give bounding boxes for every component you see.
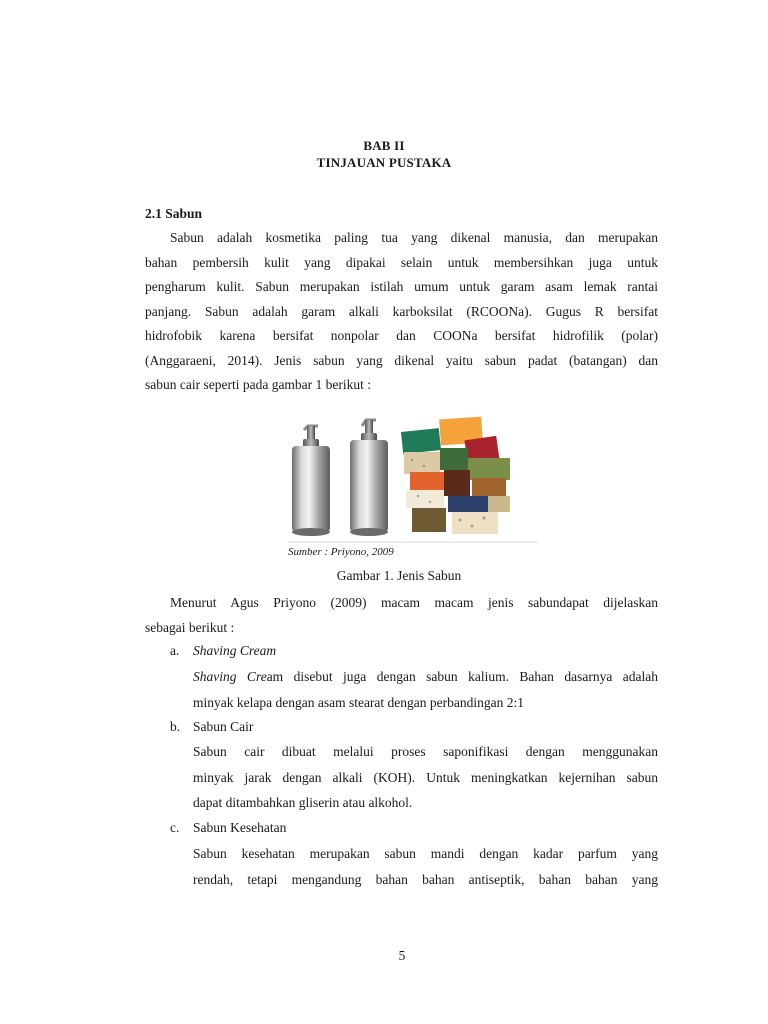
list-title: Sabun Kesehatan (193, 820, 287, 835)
list-marker: b. (170, 719, 181, 734)
figure-source: Sumber : Priyono, 2009 (288, 546, 394, 558)
list-body-line: minyak jarak dengan alkali (KOH). Untuk meningkatkan kejernihan sabun (193, 769, 658, 785)
list-body-line: minyak kelapa dengan asam stearat dengan perbandingan 2:1 (193, 694, 525, 710)
list-body-line: rendah, tetapi mengandung bahan bahan antiseptik, bahan bahan yang (193, 871, 658, 887)
paragraph-line: pengharum kulit. Sabun merupakan istilah umum untuk garam asam lemak rantai (145, 279, 658, 294)
paragraph-line: (Anggaraeni, 2014). Jenis sabun yang dikenal yaitu sabun padat (batangan) dan (145, 352, 658, 368)
list-marker: c. (170, 820, 180, 835)
list-body (193, 739, 658, 816)
page-number: 5 (398, 948, 406, 963)
list-body (193, 841, 658, 892)
paragraph-line: hidrofobik karena bersifat nonpolar dan COONa bersifat hidrofilik (polar) (145, 328, 658, 343)
paragraph-line: bahan pembersih kulit yang dipakai selain untuk membersihkan juga untuk (145, 254, 658, 270)
paragraph-line: panjang. Sabun adalah garam alkali karboksilat (RCOONa). Gugus R bersifat (145, 303, 658, 319)
figure-caption: Gambar 1. Jenis Sabun (336, 568, 462, 583)
list-title: Sabun Cair (193, 719, 254, 734)
chapter-title: TINJAUAN PUSTAKA (316, 155, 452, 170)
paragraph-line: Menurut Agus Priyono (2009) macam macam jenis sabundapat dijelaskan (170, 595, 658, 610)
paragraph-line: sabun cair seperti pada gambar 1 berikut : (145, 377, 372, 392)
list-body-line: dapat ditambahkan gliserin atau alkohol. (193, 795, 413, 810)
list-marker: a. (170, 643, 180, 658)
paragraph-line: sebagai berikut : (145, 619, 235, 635)
list-body-line: Sabun kesehatan merupakan sabun mandi dengan kadar parfum yang (193, 846, 658, 861)
intro-paragraph (145, 591, 658, 640)
list-title: Shaving Cream (193, 643, 277, 658)
soap-types-figure (288, 412, 538, 544)
paragraph-line: Sabun adalah kosmetika paling tua yang dikenal manusia, dan merupakan (170, 230, 658, 245)
list-body-line: Sabun cair dibuat melalui proses saponifikasi dengan menggunakan (193, 744, 658, 759)
list-body (193, 664, 658, 715)
list-body-italic: Shaving Cre (193, 669, 267, 684)
section-heading: 2.1 Sabun (145, 206, 203, 221)
chapter-label: BAB II (363, 138, 405, 153)
section-paragraph (145, 226, 658, 398)
list-body-line: am disebut juga dengan sabun kalium. Bahan dasarnya adalah (266, 669, 658, 684)
